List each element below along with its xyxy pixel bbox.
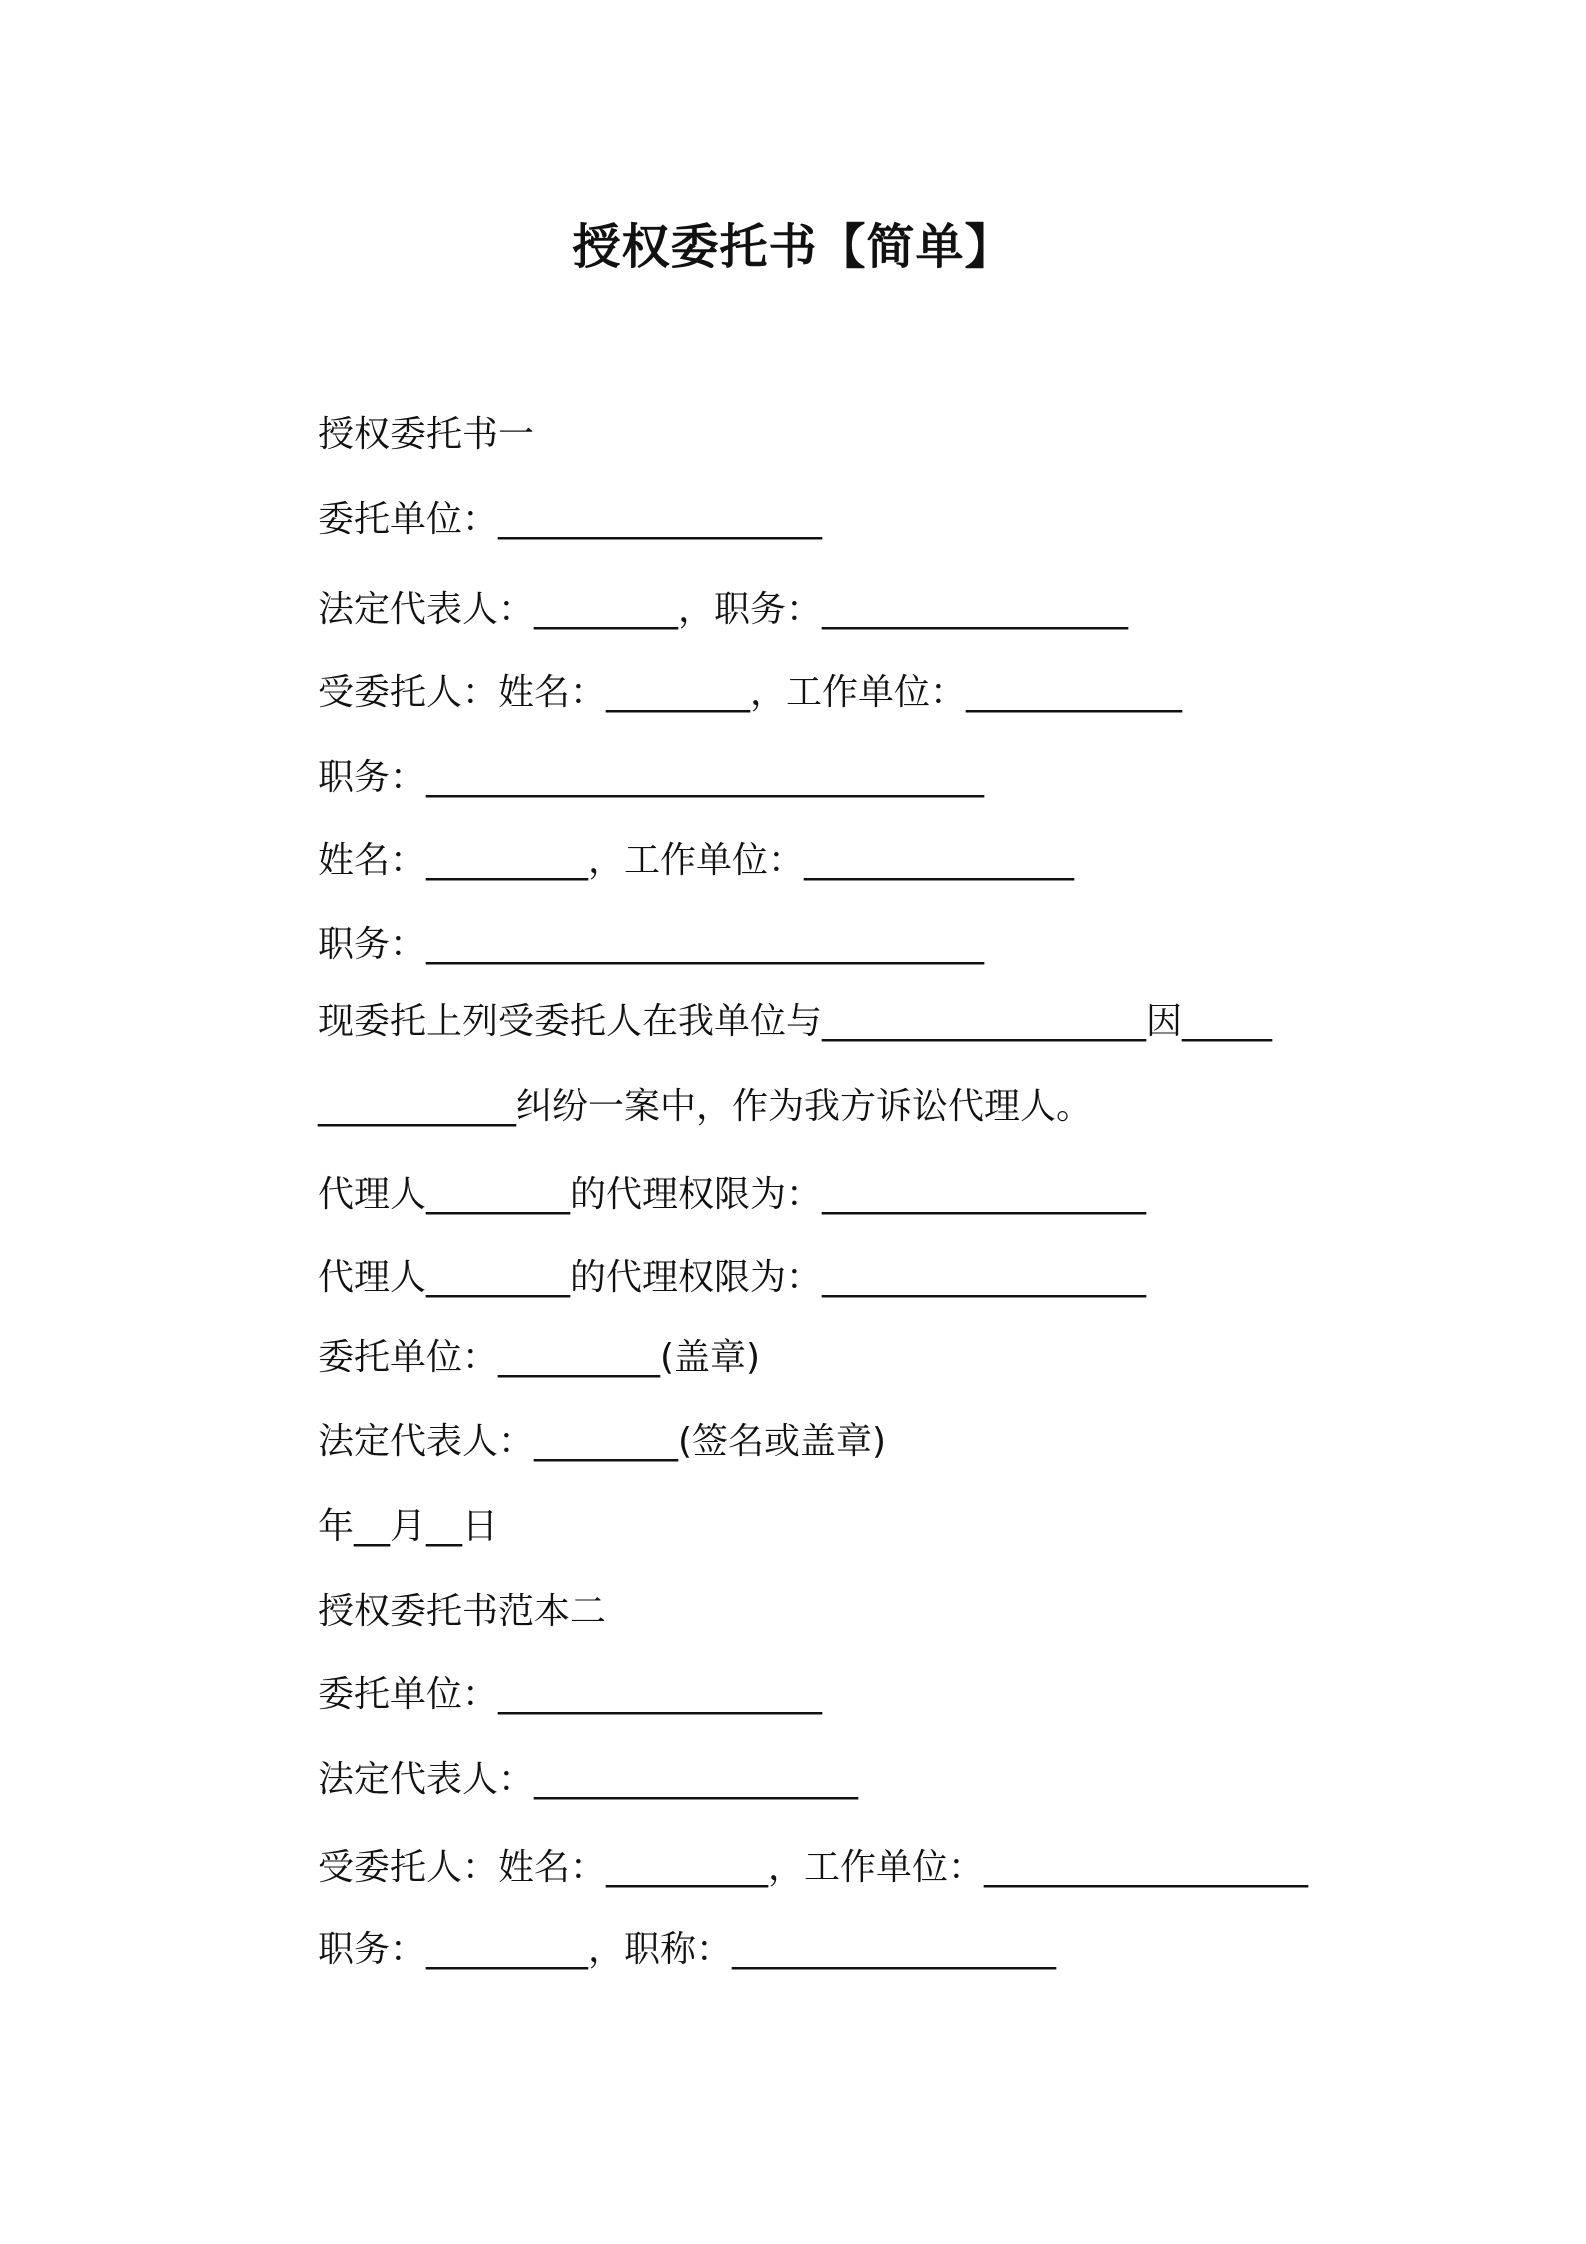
- field-legal-rep-2: 法定代表人：__________________: [318, 1759, 859, 1800]
- field-agent-3: 受委托人：姓名：_________，工作单位：__________________: [318, 1847, 1309, 1888]
- field-legal-rep-sign: 法定代表人：________(签名或盖章): [318, 1421, 887, 1462]
- field-principal-unit-2: 委托单位：__________________: [318, 1674, 823, 1715]
- field-principal-unit: 委托单位：__________________: [318, 499, 823, 540]
- field-agent-authority-1: 代理人________的代理权限为：__________________: [318, 1174, 1147, 1215]
- section-heading-2: 授权委托书范本二: [318, 1591, 607, 1632]
- field-legal-rep: 法定代表人：________，职务：_________________: [318, 589, 1129, 630]
- field-agent-2-position: 职务：_______________________________: [318, 924, 985, 965]
- field-agent-2: 姓名：_________，工作单位：_______________: [318, 840, 1075, 881]
- field-date: 年__月__日: [318, 1506, 499, 1547]
- paragraph-entrust-2: ___________纠纷一案中，作为我方诉讼代理人。: [318, 1086, 1093, 1127]
- field-unit-seal: 委托单位：_________(盖章): [318, 1337, 761, 1378]
- field-agent-1: 受委托人：姓名：________，工作单位：____________: [318, 672, 1183, 713]
- paragraph-entrust-1: 现委托上列受委托人在我单位与__________________因_____: [318, 1001, 1273, 1042]
- field-agent-authority-2: 代理人________的代理权限为：__________________: [318, 1257, 1147, 1298]
- field-agent-3-position: 职务：_________，职称：__________________: [318, 1929, 1057, 1970]
- field-agent-1-position: 职务：_______________________________: [318, 757, 985, 798]
- document-title: 授权委托书【简单】: [572, 219, 1014, 275]
- section-heading-1: 授权委托书一: [318, 414, 535, 455]
